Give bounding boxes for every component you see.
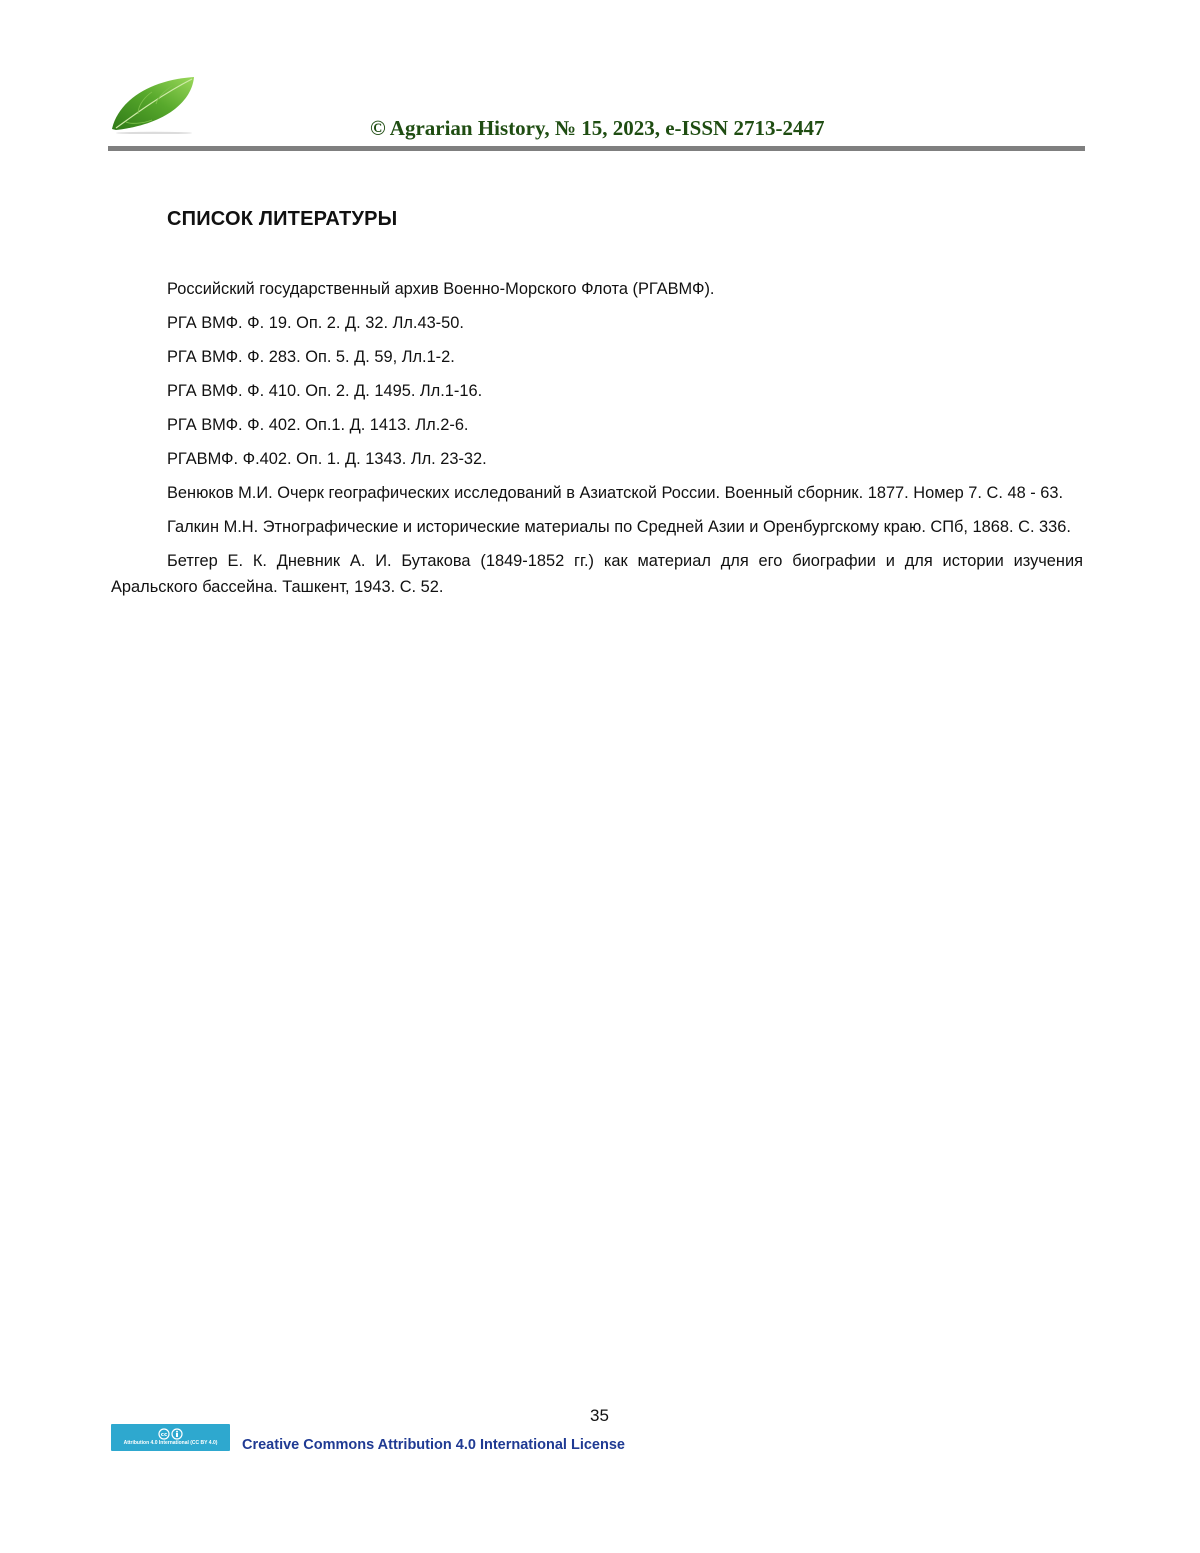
reference-item: Венюков М.И. Очерк географических исследований в Азиатской России. Военный сборник. 1877. Номер 7. С. 48 - 63. — [167, 484, 1064, 502]
page-number: 35 — [590, 1406, 609, 1425]
references-list — [111, 276, 1083, 608]
references-heading: СПИСОК ЛИТЕРАТУРЫ — [167, 208, 398, 230]
reference-item: Галкин М.Н. Этнографические и исторические материалы по Средней Азии и Оренбургскому краю. СПб, 1868. С. 336. — [167, 518, 1071, 536]
reference-item: РГА ВМФ. Ф. 283. Оп. 5. Д. 59, Лл.1-2. — [167, 348, 455, 366]
cc-by-icon — [158, 1427, 184, 1439]
reference-item: РГА ВМФ. Ф. 19. Оп. 2. Д. 32. Лл.43-50. — [167, 314, 464, 332]
reference-item: РГА ВМФ. Ф. 402. Оп.1. Д. 1413. Лл.2-6. — [167, 416, 469, 434]
leaf-icon — [108, 72, 200, 134]
svg-text:cc: cc — [160, 1432, 168, 1439]
license-link[interactable]: Creative Commons Attribution 4.0 International License — [242, 1437, 625, 1453]
reference-item: Бетгер Е. К. Дневник А. И. Бутакова (1849-1852 гг.) как материал для его биографии и для истории изучения Аральского бассейна. Ташкент, 1943. С. 52. — [111, 552, 1083, 596]
reference-item: РГА ВМФ. Ф. 410. Оп. 2. Д. 1495. Лл.1-16. — [167, 382, 483, 400]
cc-badge-text: Attribution 4.0 International (CC BY 4.0) — [123, 1440, 218, 1446]
journal-header-title: © Agrarian History, № 15, 2023, e-ISSN 2713-2447 — [370, 116, 825, 140]
reference-item: Российский государственный архив Военно-Морского Флота (РГАВМФ). — [167, 280, 715, 298]
reference-item: РГАВМФ. Ф.402. Оп. 1. Д. 1343. Лл. 23-32. — [167, 450, 487, 468]
cc-by-badge[interactable] — [111, 1424, 230, 1451]
header-divider — [108, 146, 1085, 151]
